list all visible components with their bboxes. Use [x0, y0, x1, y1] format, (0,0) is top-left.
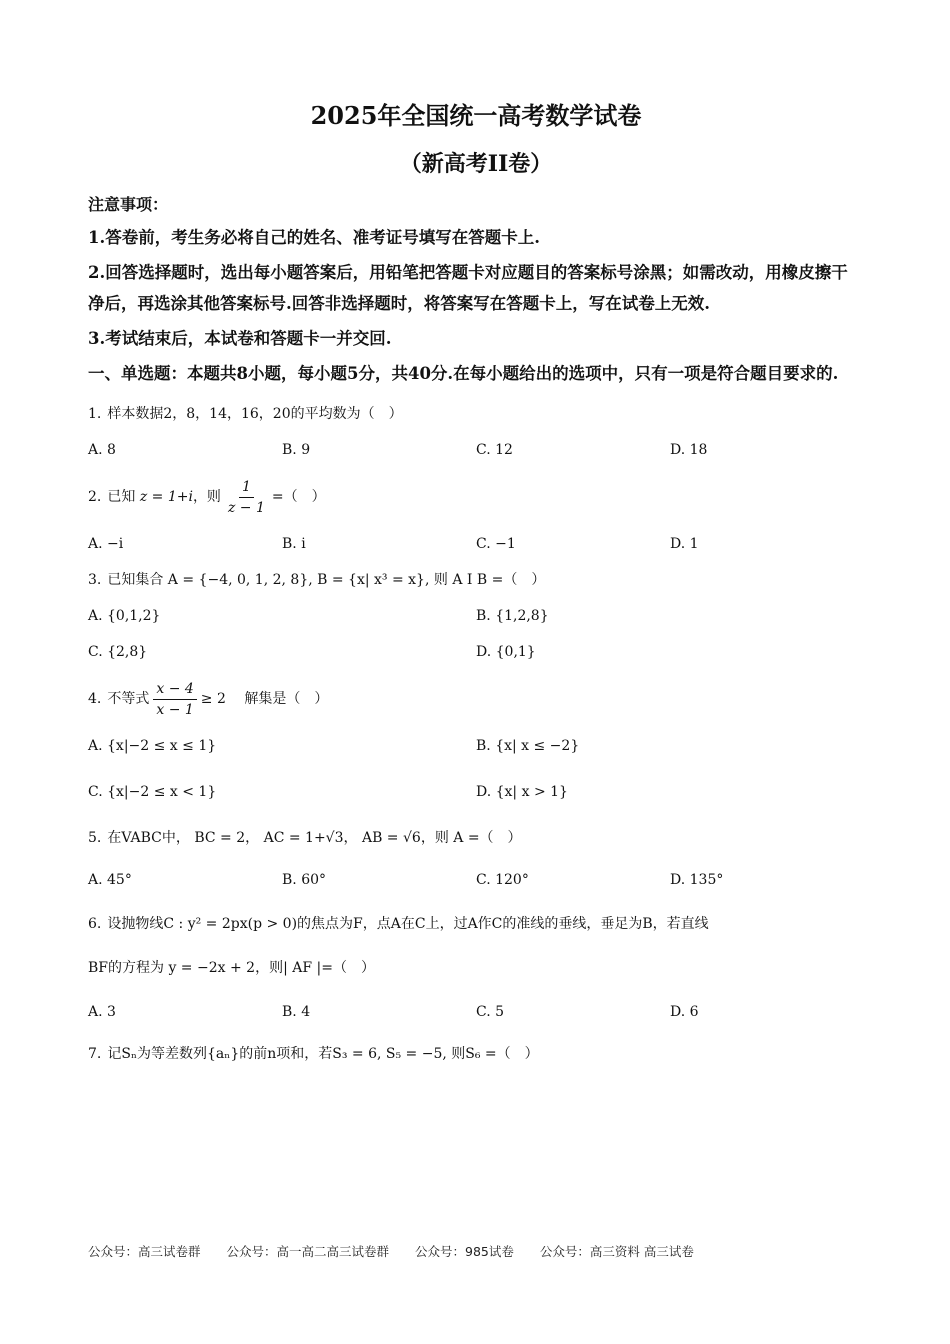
question-text-line-1: 设抛物线C : y² = 2px(p > 0)的焦点为F，点A在C上，过A作C的准线的垂线，垂足为B，若直线: [107, 916, 709, 932]
question-text-post: ≥ 2 解集是（ ）: [200, 691, 329, 707]
exam-page: [88, 98, 864, 1065]
question-text: 样本数据2，8，14，16，20的平均数为（ ）: [107, 406, 403, 422]
footer-item: 公众号：高一高二高三试卷群: [226, 1244, 390, 1259]
option-a: A. 8: [88, 442, 116, 458]
notice-item-1: 1.答卷前，考生务必将自己的姓名、准考证号填写在答题卡上.: [88, 228, 540, 247]
question-number: 1.: [88, 406, 102, 422]
option-a: A. {x|−2 ≤ x ≤ 1}: [88, 738, 217, 754]
question-7: [88, 1043, 864, 1065]
question-2: [88, 475, 864, 519]
question-text-post: =（ ）: [271, 489, 326, 505]
option-d: D. {x| x > 1}: [476, 784, 568, 800]
question-2-options: [88, 533, 864, 555]
option-a: A. {0,1,2}: [88, 608, 161, 624]
option-b: B. 60°: [282, 872, 327, 888]
option-c: C. 12: [476, 442, 513, 458]
notice-heading: 注意事项：: [88, 195, 169, 214]
option-c: C. 5: [476, 1004, 505, 1020]
fraction: [153, 679, 196, 720]
fraction: [225, 477, 268, 518]
section-heading-single-choice: 一、单选题：本题共8小题，每小题5分，共40分.在每小题给出的选项中，只有一项是符合题目要求的.: [88, 364, 839, 383]
question-text: 记Sₙ为等差数列{aₙ}的前n项和，若S₃ = 6, S₅ = −5, 则S₆ =（ ）: [107, 1046, 539, 1062]
option-d: D. 18: [670, 442, 708, 458]
question-text-pre: 不等式: [107, 691, 150, 707]
option-b: B. i: [282, 536, 306, 552]
question-number: 3.: [88, 572, 102, 588]
question-text: 在VABC中， BC = 2， AC = 1+√3， AB = √6，则 A =（ ）: [107, 830, 522, 846]
question-number: 6.: [88, 916, 102, 932]
footer-item: 公众号：高三资料 高三试卷: [539, 1244, 694, 1259]
option-b: B. {x| x ≤ −2}: [476, 738, 580, 754]
question-number: 5.: [88, 830, 102, 846]
option-c: C. {x|−2 ≤ x < 1}: [88, 784, 217, 800]
notice-item-3: 3.考试结束后，本试卷和答题卡一并交回.: [88, 329, 392, 348]
question-6: [88, 913, 864, 935]
question-number: 2.: [88, 489, 102, 505]
option-a: A. −i: [88, 536, 124, 552]
option-a: A. 45°: [88, 872, 132, 888]
notice-item-2: 2.回答选择题时，选出每小题答案后，用铅笔把答题卡对应题目的答案标号涂黑；如需改动，用橡皮擦干净后，再选涂其他答案标号.回答非选择题时，将答案写在答题卡上，写在试卷上无效.: [88, 263, 848, 313]
footer-item: 公众号：高三试卷群: [88, 1244, 201, 1259]
question-text-mid: ，则: [192, 489, 221, 505]
question-5-options: [88, 869, 864, 891]
option-d: D. 6: [670, 1004, 699, 1020]
option-b: B. 4: [282, 1004, 311, 1020]
page-title: 2025年全国统一高考数学试卷: [310, 101, 642, 130]
question-6-line-2: BF的方程为 y = −2x + 2，则| AF |=（ ）: [88, 960, 375, 976]
question-expr: z = 1+i: [139, 489, 193, 505]
numerator: 1: [239, 477, 254, 498]
option-d: D. 1: [670, 536, 699, 552]
page-footer: [88, 1242, 716, 1260]
denominator: x − 1: [156, 701, 194, 718]
question-number: 7.: [88, 1046, 102, 1062]
question-3-options-row-2: [88, 641, 864, 663]
option-c: C. {2,8}: [88, 644, 148, 660]
option-d: D. 135°: [670, 872, 724, 888]
denominator: z − 1: [227, 499, 265, 516]
question-1-options: [88, 439, 864, 461]
option-b: B. 9: [282, 442, 311, 458]
question-4: [88, 677, 864, 721]
question-3-options-row-1: [88, 605, 864, 627]
option-a: A. 3: [88, 1004, 116, 1020]
option-c: C. −1: [476, 536, 516, 552]
question-3: [88, 569, 864, 591]
page-subtitle: （新高考II卷）: [399, 151, 553, 177]
question-text-pre: 已知: [107, 489, 136, 505]
question-4-options-row-2: [88, 781, 864, 803]
question-1: [88, 403, 864, 425]
footer-item: 公众号：985试卷: [415, 1244, 514, 1259]
question-text: 已知集合 A = {−4, 0, 1, 2, 8}, B = {x| x³ = x}, 则 A I B =（ ）: [107, 572, 546, 588]
option-d: D. {0,1}: [476, 644, 536, 660]
option-c: C. 120°: [476, 872, 529, 888]
option-b: B. {1,2,8}: [476, 608, 549, 624]
question-4-options-row-1: [88, 735, 864, 757]
question-number: 4.: [88, 691, 102, 707]
question-6-options: [88, 1001, 864, 1023]
numerator: x − 4: [153, 679, 196, 700]
question-5: [88, 827, 864, 849]
